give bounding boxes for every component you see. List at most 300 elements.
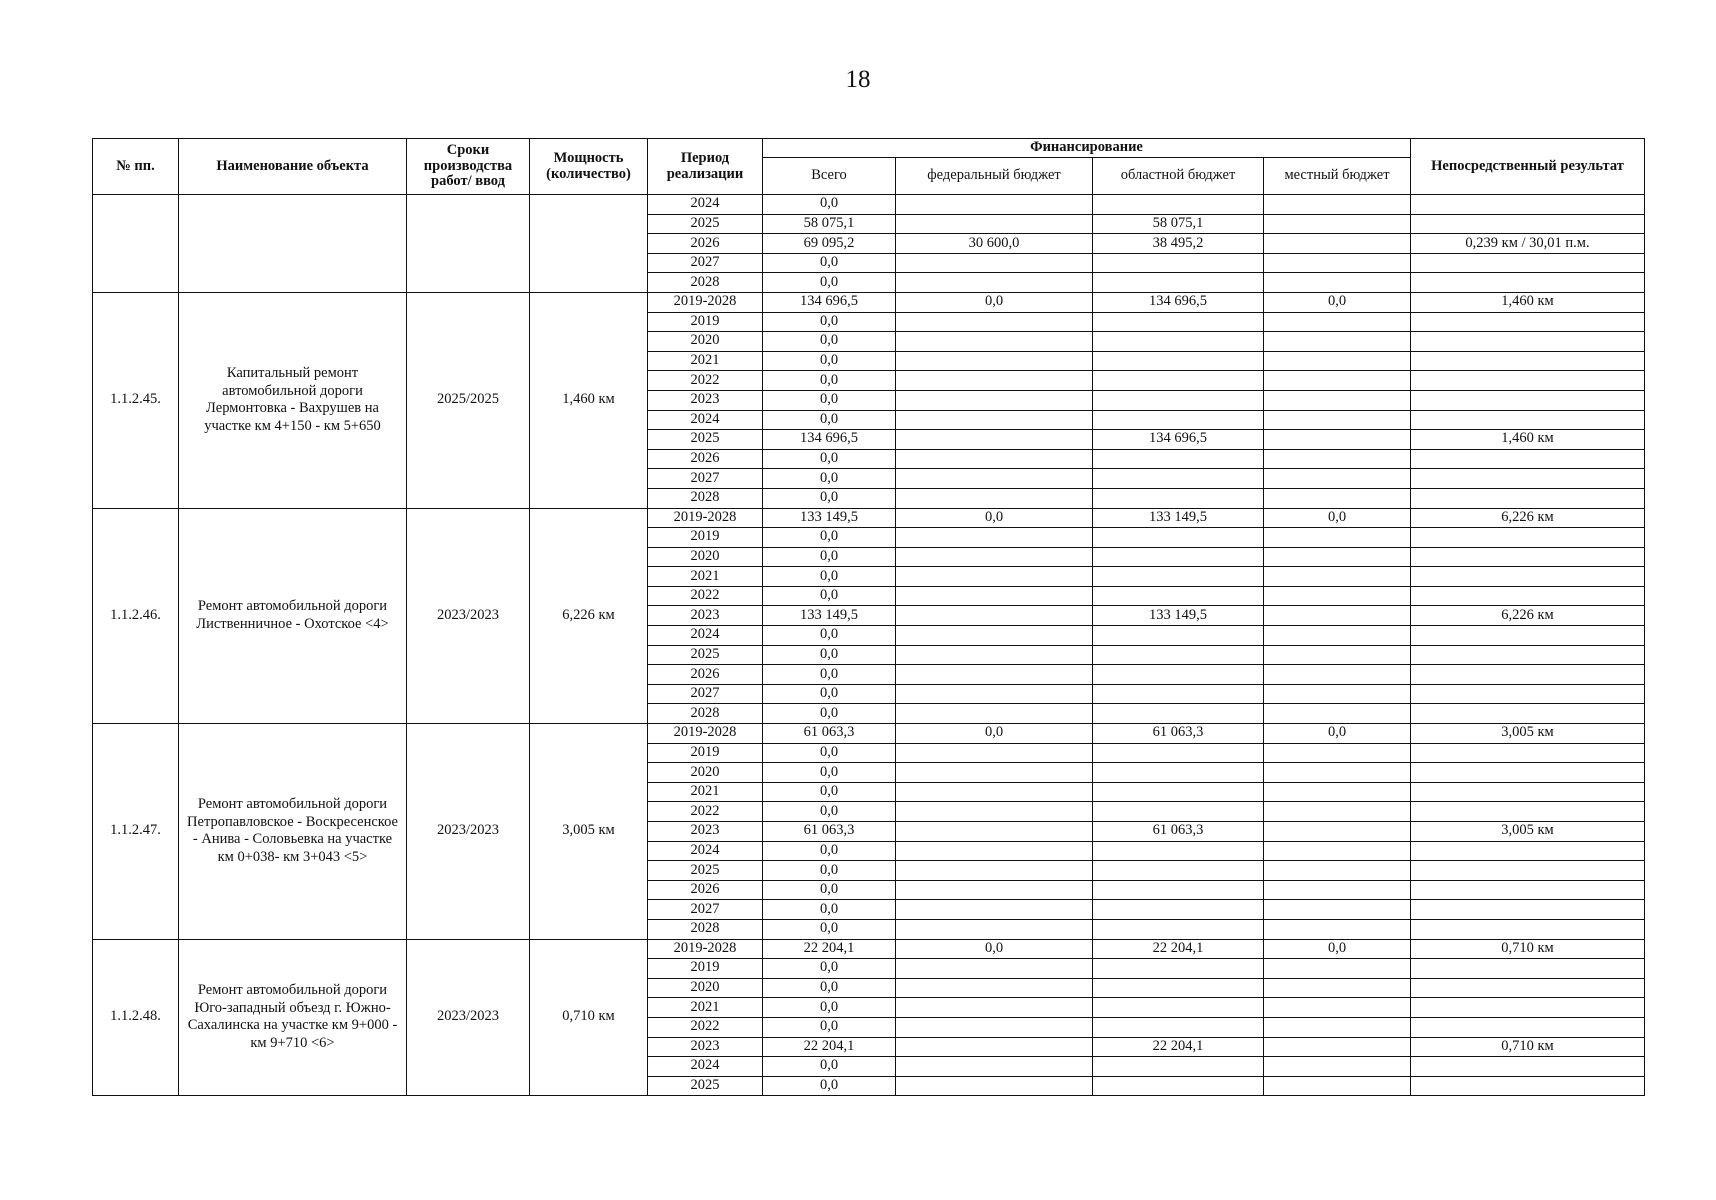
- cell-local: [1264, 528, 1411, 548]
- cell-result: [1411, 919, 1645, 939]
- cell-federal: [896, 351, 1093, 371]
- cell-result: [1411, 273, 1645, 293]
- cell-local: [1264, 430, 1411, 450]
- cell-regional: [1093, 390, 1264, 410]
- cell-period: 2019-2028: [648, 724, 763, 744]
- table-row: [93, 292, 1645, 312]
- object-name: Ремонт автомобильной дороги Юго-западный объезд г. Южно-Сахалинска на участке км 9+000 - км 9+710 <6>: [179, 939, 407, 1096]
- cell-total: 0,0: [763, 880, 896, 900]
- cell-total: 0,0: [763, 645, 896, 665]
- cell-total: 0,0: [763, 351, 896, 371]
- cell-federal: [896, 253, 1093, 273]
- cell-regional: [1093, 1057, 1264, 1077]
- cell-total: 61 063,3: [763, 724, 896, 744]
- cell-result: [1411, 469, 1645, 489]
- cell-total: 22 204,1: [763, 1037, 896, 1057]
- cell-local: [1264, 684, 1411, 704]
- cell-total: 0,0: [763, 802, 896, 822]
- cell-local: [1264, 704, 1411, 724]
- cell-federal: [896, 822, 1093, 842]
- cell-result: [1411, 488, 1645, 508]
- cell-regional: [1093, 704, 1264, 724]
- cell-federal: [896, 626, 1093, 646]
- cell-result: [1411, 586, 1645, 606]
- cell-total: 0,0: [763, 763, 896, 783]
- cell-total: 0,0: [763, 959, 896, 979]
- cell-total: 0,0: [763, 195, 896, 215]
- header-no: № пп.: [93, 139, 179, 195]
- cell-period: 2026: [648, 234, 763, 254]
- object-terms: 2023/2023: [407, 724, 530, 940]
- cell-local: [1264, 822, 1411, 842]
- cell-federal: [896, 763, 1093, 783]
- cell-result: [1411, 1076, 1645, 1096]
- cell-period: 2022: [648, 802, 763, 822]
- cell-federal: [896, 802, 1093, 822]
- cell-total: 22 204,1: [763, 939, 896, 959]
- cell-federal: [896, 684, 1093, 704]
- cell-total: 133 149,5: [763, 606, 896, 626]
- cell-federal: 0,0: [896, 292, 1093, 312]
- header-period: Период реализации: [648, 139, 763, 195]
- cell-total: 0,0: [763, 1076, 896, 1096]
- cell-regional: [1093, 253, 1264, 273]
- cell-total: 0,0: [763, 469, 896, 489]
- cell-total: 0,0: [763, 626, 896, 646]
- cell-period: 2028: [648, 919, 763, 939]
- cell-regional: [1093, 332, 1264, 352]
- cell-period: 2020: [648, 547, 763, 567]
- cell-period: 2028: [648, 273, 763, 293]
- cell-result: [1411, 567, 1645, 587]
- cell-total: 134 696,5: [763, 292, 896, 312]
- cell-local: [1264, 547, 1411, 567]
- cell-period: 2019-2028: [648, 939, 763, 959]
- cell-total: 0,0: [763, 586, 896, 606]
- cell-period: 2027: [648, 469, 763, 489]
- object-capacity: 6,226 км: [530, 508, 648, 724]
- cell-federal: [896, 1017, 1093, 1037]
- cell-result: [1411, 371, 1645, 391]
- cell-regional: 133 149,5: [1093, 508, 1264, 528]
- header-regional: областной бюджет: [1093, 158, 1264, 195]
- object-name: Ремонт автомобильной дороги Петропавловское - Воскресенское - Анива - Соловьевка на участке км 0+038- км 3+043 <5>: [179, 724, 407, 940]
- cell-total: 69 095,2: [763, 234, 896, 254]
- cell-period: 2019: [648, 312, 763, 332]
- cell-regional: [1093, 586, 1264, 606]
- object-capacity: 3,005 км: [530, 724, 648, 940]
- cell-federal: [896, 214, 1093, 234]
- cell-result: 3,005 км: [1411, 822, 1645, 842]
- cell-period: 2023: [648, 1037, 763, 1057]
- cell-total: 0,0: [763, 1017, 896, 1037]
- cell-regional: 134 696,5: [1093, 430, 1264, 450]
- cell-total: 0,0: [763, 743, 896, 763]
- cell-local: 0,0: [1264, 939, 1411, 959]
- cell-regional: [1093, 273, 1264, 293]
- cell-period: 2020: [648, 332, 763, 352]
- cell-result: [1411, 959, 1645, 979]
- cell-result: [1411, 900, 1645, 920]
- cell-federal: [896, 880, 1093, 900]
- cell-local: 0,0: [1264, 724, 1411, 744]
- cell-period: 2022: [648, 586, 763, 606]
- cell-total: 0,0: [763, 978, 896, 998]
- header-capacity: Мощность (количество): [530, 139, 648, 195]
- cell-local: [1264, 743, 1411, 763]
- cell-result: [1411, 214, 1645, 234]
- header-result: Непосредственный результат: [1411, 139, 1645, 195]
- cell-federal: [896, 743, 1093, 763]
- cell-local: [1264, 802, 1411, 822]
- cell-result: [1411, 351, 1645, 371]
- object-terms: [407, 195, 530, 293]
- cell-local: [1264, 782, 1411, 802]
- cell-federal: [896, 861, 1093, 881]
- cell-regional: [1093, 998, 1264, 1018]
- cell-period: 2026: [648, 880, 763, 900]
- object-number: 1.1.2.45.: [93, 292, 179, 508]
- cell-federal: [896, 547, 1093, 567]
- cell-result: 1,460 км: [1411, 292, 1645, 312]
- cell-result: [1411, 312, 1645, 332]
- cell-local: [1264, 1017, 1411, 1037]
- cell-federal: [896, 273, 1093, 293]
- cell-local: [1264, 469, 1411, 489]
- cell-local: [1264, 919, 1411, 939]
- cell-regional: [1093, 1017, 1264, 1037]
- cell-regional: [1093, 841, 1264, 861]
- cell-local: [1264, 351, 1411, 371]
- cell-total: 0,0: [763, 567, 896, 587]
- table-row: [93, 508, 1645, 528]
- page-number: 18: [845, 66, 871, 93]
- cell-period: 2021: [648, 567, 763, 587]
- cell-result: [1411, 861, 1645, 881]
- cell-federal: [896, 665, 1093, 685]
- cell-local: [1264, 390, 1411, 410]
- cell-regional: [1093, 528, 1264, 548]
- cell-result: [1411, 684, 1645, 704]
- cell-total: 0,0: [763, 547, 896, 567]
- cell-total: 0,0: [763, 665, 896, 685]
- cell-result: 0,710 км: [1411, 1037, 1645, 1057]
- cell-local: 0,0: [1264, 508, 1411, 528]
- cell-period: 2023: [648, 822, 763, 842]
- cell-federal: [896, 430, 1093, 450]
- cell-total: 0,0: [763, 253, 896, 273]
- cell-period: 2020: [648, 978, 763, 998]
- cell-federal: [896, 782, 1093, 802]
- cell-period: 2027: [648, 900, 763, 920]
- cell-federal: 0,0: [896, 508, 1093, 528]
- cell-local: [1264, 567, 1411, 587]
- cell-federal: [896, 469, 1093, 489]
- cell-federal: [896, 1057, 1093, 1077]
- cell-federal: [896, 704, 1093, 724]
- object-capacity: 0,710 км: [530, 939, 648, 1096]
- cell-local: [1264, 371, 1411, 391]
- cell-total: 0,0: [763, 332, 896, 352]
- object-name: Капитальный ремонт автомобильной дороги Лермонтовка - Вахрушев на участке км 4+150 - км 5+650: [179, 292, 407, 508]
- cell-local: [1264, 1057, 1411, 1077]
- cell-period: 2019-2028: [648, 292, 763, 312]
- cell-federal: [896, 959, 1093, 979]
- object-terms: 2025/2025: [407, 292, 530, 508]
- cell-result: [1411, 743, 1645, 763]
- cell-regional: [1093, 919, 1264, 939]
- cell-period: 2024: [648, 1057, 763, 1077]
- cell-period: 2024: [648, 195, 763, 215]
- cell-total: 0,0: [763, 449, 896, 469]
- table-body: [93, 195, 1645, 1096]
- cell-regional: [1093, 900, 1264, 920]
- cell-period: 2027: [648, 684, 763, 704]
- table-row: [93, 724, 1645, 744]
- cell-regional: 61 063,3: [1093, 822, 1264, 842]
- cell-regional: [1093, 959, 1264, 979]
- cell-regional: 58 075,1: [1093, 214, 1264, 234]
- cell-result: [1411, 528, 1645, 548]
- cell-local: [1264, 488, 1411, 508]
- cell-result: [1411, 1017, 1645, 1037]
- cell-total: 0,0: [763, 1057, 896, 1077]
- cell-local: [1264, 1076, 1411, 1096]
- cell-result: [1411, 802, 1645, 822]
- cell-total: 0,0: [763, 684, 896, 704]
- header-total: Всего: [763, 158, 896, 195]
- cell-total: 61 063,3: [763, 822, 896, 842]
- table-row: [93, 195, 1645, 215]
- cell-federal: 0,0: [896, 939, 1093, 959]
- cell-local: [1264, 253, 1411, 273]
- cell-result: [1411, 1057, 1645, 1077]
- cell-result: [1411, 253, 1645, 273]
- header-terms: Сроки производства работ/ ввод: [407, 139, 530, 195]
- cell-federal: [896, 410, 1093, 430]
- cell-local: [1264, 665, 1411, 685]
- cell-result: [1411, 665, 1645, 685]
- cell-period: 2025: [648, 645, 763, 665]
- cell-local: 0,0: [1264, 292, 1411, 312]
- cell-local: [1264, 900, 1411, 920]
- cell-period: 2021: [648, 782, 763, 802]
- cell-result: [1411, 390, 1645, 410]
- cell-period: 2019: [648, 528, 763, 548]
- cell-result: [1411, 841, 1645, 861]
- cell-result: [1411, 547, 1645, 567]
- cell-result: [1411, 410, 1645, 430]
- cell-total: 0,0: [763, 900, 896, 920]
- cell-federal: [896, 332, 1093, 352]
- cell-period: 2026: [648, 665, 763, 685]
- cell-regional: [1093, 351, 1264, 371]
- cell-period: 2022: [648, 1017, 763, 1037]
- cell-local: [1264, 978, 1411, 998]
- cell-period: 2019-2028: [648, 508, 763, 528]
- cell-local: [1264, 763, 1411, 783]
- cell-total: 0,0: [763, 528, 896, 548]
- cell-local: [1264, 214, 1411, 234]
- cell-regional: 134 696,5: [1093, 292, 1264, 312]
- cell-total: 0,0: [763, 998, 896, 1018]
- cell-period: 2024: [648, 410, 763, 430]
- cell-regional: [1093, 880, 1264, 900]
- cell-regional: 38 495,2: [1093, 234, 1264, 254]
- cell-total: 0,0: [763, 410, 896, 430]
- header-name: Наименование объекта: [179, 139, 407, 195]
- cell-regional: [1093, 567, 1264, 587]
- cell-period: 2025: [648, 861, 763, 881]
- cell-regional: [1093, 547, 1264, 567]
- cell-period: 2023: [648, 606, 763, 626]
- cell-local: [1264, 332, 1411, 352]
- cell-regional: [1093, 626, 1264, 646]
- cell-local: [1264, 626, 1411, 646]
- cell-result: 0,710 км: [1411, 939, 1645, 959]
- table-header: [93, 139, 1645, 195]
- cell-regional: [1093, 684, 1264, 704]
- cell-period: 2028: [648, 704, 763, 724]
- cell-result: [1411, 763, 1645, 783]
- cell-federal: 0,0: [896, 724, 1093, 744]
- cell-period: 2024: [648, 841, 763, 861]
- cell-federal: [896, 998, 1093, 1018]
- cell-local: [1264, 606, 1411, 626]
- cell-regional: [1093, 665, 1264, 685]
- cell-local: [1264, 312, 1411, 332]
- cell-federal: [896, 978, 1093, 998]
- cell-regional: [1093, 1076, 1264, 1096]
- cell-result: [1411, 645, 1645, 665]
- cell-result: 6,226 км: [1411, 606, 1645, 626]
- cell-federal: [896, 586, 1093, 606]
- cell-local: [1264, 1037, 1411, 1057]
- cell-regional: [1093, 371, 1264, 391]
- cell-federal: [896, 919, 1093, 939]
- cell-total: 0,0: [763, 390, 896, 410]
- cell-federal: [896, 195, 1093, 215]
- cell-result: 1,460 км: [1411, 430, 1645, 450]
- cell-period: 2021: [648, 351, 763, 371]
- cell-result: [1411, 978, 1645, 998]
- cell-regional: [1093, 449, 1264, 469]
- cell-regional: [1093, 469, 1264, 489]
- cell-federal: [896, 312, 1093, 332]
- cell-federal: [896, 371, 1093, 391]
- cell-period: 2020: [648, 763, 763, 783]
- cell-regional: 61 063,3: [1093, 724, 1264, 744]
- cell-result: [1411, 704, 1645, 724]
- cell-period: 2021: [648, 998, 763, 1018]
- cell-federal: [896, 900, 1093, 920]
- cell-total: 0,0: [763, 371, 896, 391]
- cell-federal: [896, 528, 1093, 548]
- cell-regional: 22 204,1: [1093, 939, 1264, 959]
- cell-federal: [896, 841, 1093, 861]
- cell-local: [1264, 998, 1411, 1018]
- cell-regional: [1093, 763, 1264, 783]
- cell-federal: 30 600,0: [896, 234, 1093, 254]
- cell-regional: [1093, 488, 1264, 508]
- cell-period: 2026: [648, 449, 763, 469]
- cell-total: 0,0: [763, 273, 896, 293]
- cell-federal: [896, 567, 1093, 587]
- cell-local: [1264, 861, 1411, 881]
- object-name: Ремонт автомобильной дороги Лиственничное - Охотское <4>: [179, 508, 407, 724]
- cell-result: 3,005 км: [1411, 724, 1645, 744]
- cell-period: 2019: [648, 959, 763, 979]
- cell-regional: [1093, 802, 1264, 822]
- cell-result: [1411, 332, 1645, 352]
- cell-total: 0,0: [763, 488, 896, 508]
- cell-result: 0,239 км / 30,01 п.м.: [1411, 234, 1645, 254]
- cell-regional: 133 149,5: [1093, 606, 1264, 626]
- table-row: [93, 939, 1645, 959]
- cell-total: 0,0: [763, 841, 896, 861]
- cell-total: 134 696,5: [763, 430, 896, 450]
- cell-local: [1264, 841, 1411, 861]
- object-number: 1.1.2.46.: [93, 508, 179, 724]
- financing-table: [92, 138, 1645, 1096]
- cell-period: 2025: [648, 430, 763, 450]
- cell-local: [1264, 586, 1411, 606]
- cell-total: 0,0: [763, 861, 896, 881]
- object-name: [179, 195, 407, 293]
- cell-federal: [896, 488, 1093, 508]
- cell-federal: [896, 606, 1093, 626]
- cell-period: 2022: [648, 371, 763, 391]
- cell-local: [1264, 195, 1411, 215]
- header-local: местный бюджет: [1264, 158, 1411, 195]
- header-financing: Финансирование: [763, 139, 1411, 158]
- cell-result: 6,226 км: [1411, 508, 1645, 528]
- object-terms: 2023/2023: [407, 508, 530, 724]
- object-number: 1.1.2.48.: [93, 939, 179, 1096]
- cell-result: [1411, 195, 1645, 215]
- cell-result: [1411, 998, 1645, 1018]
- cell-period: 2028: [648, 488, 763, 508]
- object-number: 1.1.2.47.: [93, 724, 179, 940]
- cell-total: 0,0: [763, 919, 896, 939]
- cell-period: 2025: [648, 1076, 763, 1096]
- cell-result: [1411, 626, 1645, 646]
- cell-result: [1411, 880, 1645, 900]
- cell-result: [1411, 782, 1645, 802]
- cell-local: [1264, 273, 1411, 293]
- object-capacity: 1,460 км: [530, 292, 648, 508]
- cell-total: 0,0: [763, 704, 896, 724]
- cell-federal: [896, 449, 1093, 469]
- cell-regional: [1093, 645, 1264, 665]
- cell-federal: [896, 1076, 1093, 1096]
- object-number: [93, 195, 179, 293]
- cell-federal: [896, 390, 1093, 410]
- cell-result: [1411, 449, 1645, 469]
- cell-local: [1264, 410, 1411, 430]
- cell-period: 2025: [648, 214, 763, 234]
- cell-regional: [1093, 782, 1264, 802]
- cell-period: 2023: [648, 390, 763, 410]
- cell-total: 0,0: [763, 312, 896, 332]
- cell-period: 2019: [648, 743, 763, 763]
- cell-local: [1264, 449, 1411, 469]
- cell-regional: [1093, 861, 1264, 881]
- header-federal: федеральный бюджет: [896, 158, 1093, 195]
- cell-local: [1264, 959, 1411, 979]
- cell-regional: 22 204,1: [1093, 1037, 1264, 1057]
- cell-regional: [1093, 743, 1264, 763]
